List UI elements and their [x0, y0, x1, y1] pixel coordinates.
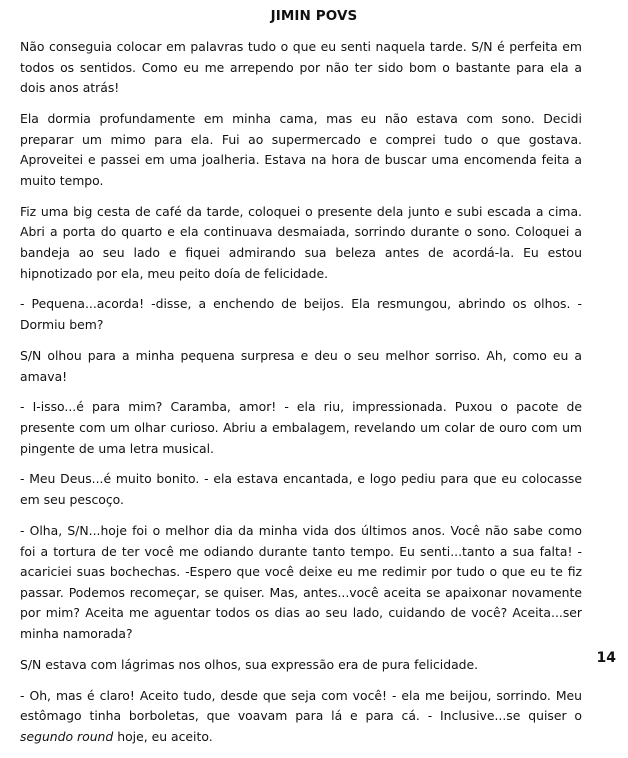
- chapter-title: JIMIN POVS: [270, 8, 358, 24]
- italic-phrase: segundo round: [20, 728, 114, 744]
- paragraph-text-end: hoje, eu aceito.: [113, 728, 213, 744]
- paragraph: Fiz uma big cesta de café da tarde, coloquei o presente dela junto e subi escada a cima. Abri a porta do quarto e ela continuava desmaiada, sorrindo durante o sono. Coloquei a bandeja ao seu lado e fiquei admirando sua beleza antes de acordá-la. Eu estou hipnotizado por ela, meu peito doía de felicidade.: [20, 203, 582, 281]
- paragraph-text: - Oh, mas é claro! Aceito tudo, desde que seja com você! - ela me beijou, sorrindo. Meu estômago tinha borboletas, que voavam para lá e para cá. - Inclusive...se quiser o: [20, 687, 582, 724]
- paragraph: Não conseguia colocar em palavras tudo o que eu senti naquela tarde. S/N é perfeita em todos os sentidos. Como eu me arrependo por não ter sido bom o bastante para ela a dois anos atrás!: [20, 39, 582, 96]
- paragraph-final: [20, 686, 582, 748]
- paragraph: - Meu Deus...é muito bonito. - ela estava encantada, e logo pediu para que eu colocasse em seu pescoço.: [20, 471, 582, 508]
- paragraph: S/N olhou para a minha pequena surpresa e deu o seu melhor sorriso. Ah, como eu a amava!: [20, 347, 582, 384]
- page-number: 14: [596, 650, 616, 666]
- paragraph: Ela dormia profundamente em minha cama, mas eu não estava com sono. Decidi preparar um mimo para ela. Fui ao supermercado e comprei tudo o que gostava. Aproveitei e passei em uma joalheria. Estava na hora de buscar uma encomenda feita a muito tempo.: [20, 111, 582, 188]
- paragraph: - Olha, S/N...hoje foi o melhor dia da minha vida dos últimos anos. Você não sabe como foi a tortura de ter você me odiando durante tanto tempo. Eu senti...tanto a sua falta! - acariciei suas bochechas. -Espero que você deixe eu me redimir por tudo o que eu te fiz passar. Podemos recomeçar, se quiser. Mas, antes...você aceita se apaixonar novamente por mim? Aceita me aguentar todos os dias ao seu lado, cuidando de você? Aceita...ser minha namorada?: [20, 522, 582, 641]
- paragraph: - Pequena...acorda! -disse, a enchendo de beijos. Ela resmungou, abrindo os olhos. - Dormiu bem?: [20, 296, 582, 333]
- paragraph: S/N estava com lágrimas nos olhos, sua expressão era de pura felicidade.: [20, 656, 479, 672]
- paragraph: - I-isso...é para mim? Caramba, amor! - ela riu, impressionada. Puxou o pacote de presente com um olhar curioso. Abriu a embalagem, revelando um colar de ouro com um pingente de uma letra musical.: [20, 399, 582, 456]
- chapter-body: [20, 37, 582, 758]
